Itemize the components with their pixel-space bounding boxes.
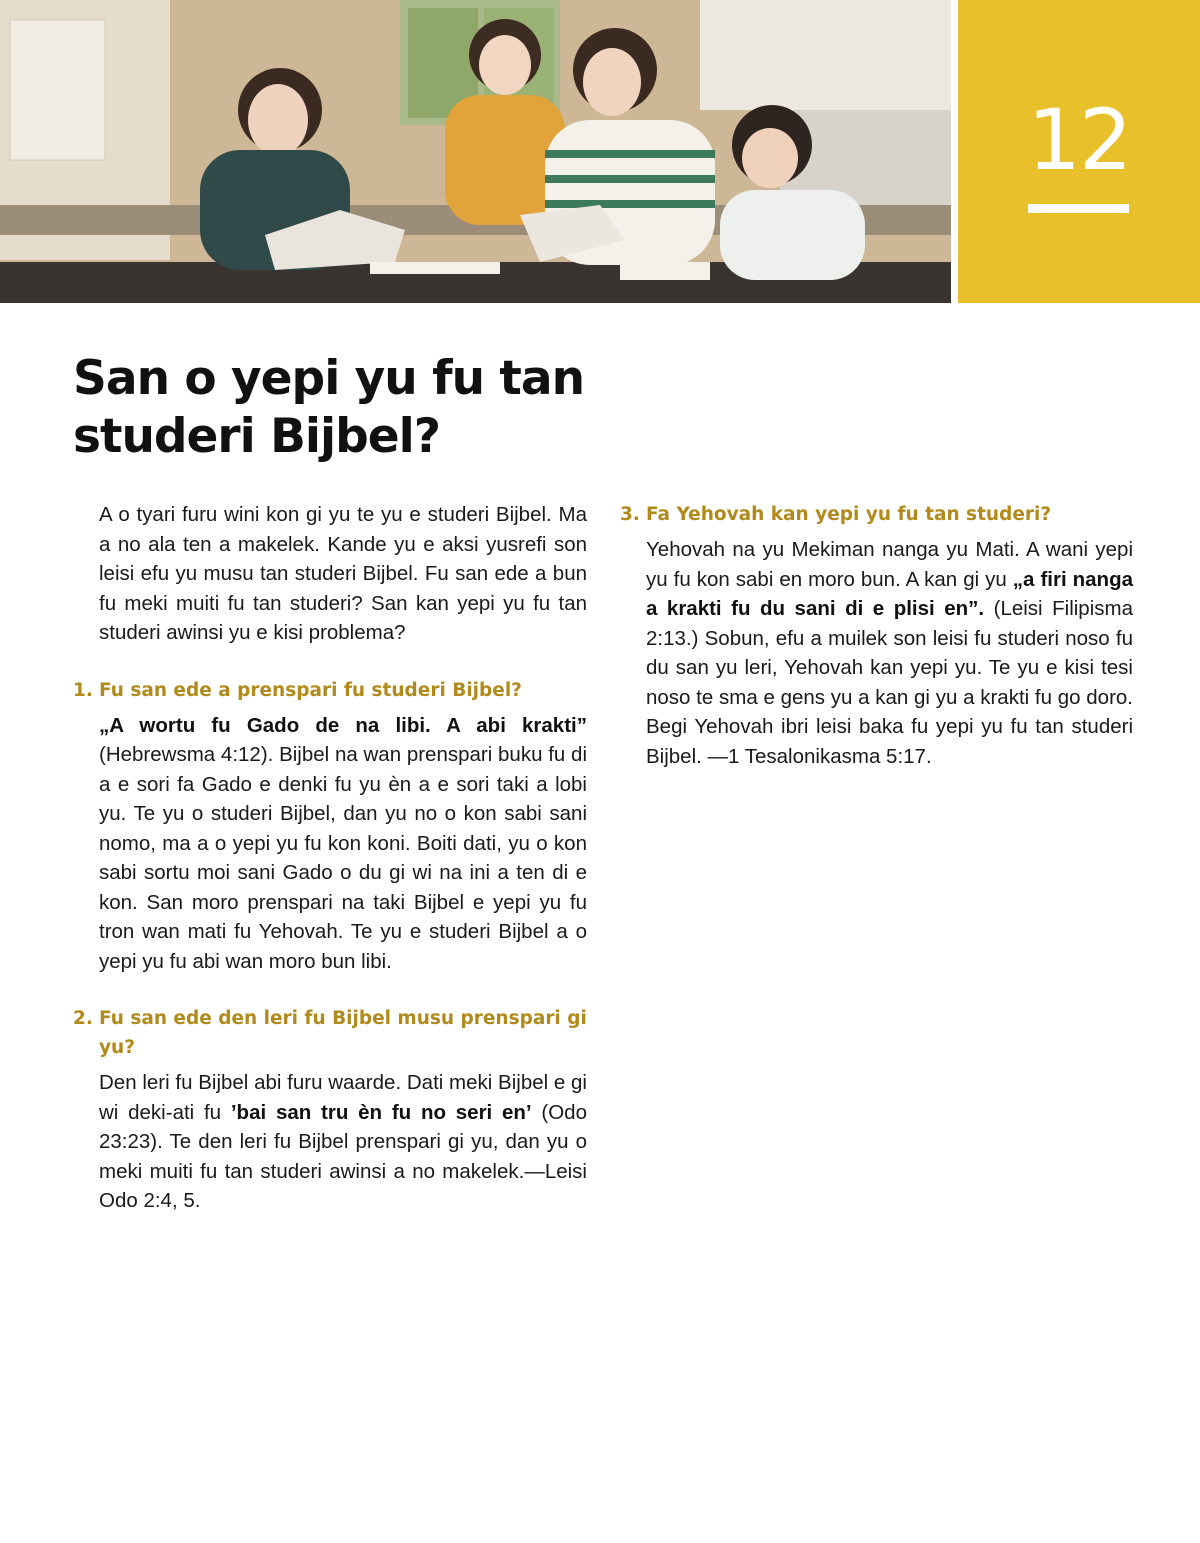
answer-2-quote: ’bai san tru èn fu no seri en’ — [230, 1100, 532, 1124]
lesson-number-underline — [1028, 204, 1129, 213]
question-1-text: Fu san ede a prenspari fu studeri Bijbel? — [99, 679, 522, 701]
answer-1-quote: „A wortu fu Gado de na libi. A abi krakti” — [99, 713, 587, 737]
right-column — [620, 500, 1133, 771]
answer-3-text-before: Yehovah na yu Mekiman nanga yu Mati. A wani yepi yu fu kon sabi en moro bun. A kan gi yu — [646, 538, 1133, 591]
answer-1-paragraph — [99, 711, 587, 977]
answer-2-paragraph — [99, 1068, 587, 1216]
answer-3-paragraph — [646, 535, 1133, 771]
answer-1-text: (Hebrewsma 4:12). Bijbel na wan prenspari buku fu di a e sori fa Gado e denki fu yu èn a e sori taki a lobi yu. Te yu o studeri Bijbel, dan yu no o kon sabi sani nomo, ma a o yepi yu fu kon koni. Boiti dati, yu o kon sabi sortu moi sani Gado o du gi wi na ini a ten di e kon. San moro prenspari na taki Bijbel e yepi yu fu tron wan mati fu Yehovah. Te yu e studeri Bijbel a o yepi yu fu abi wan moro bun libi. — [99, 743, 587, 973]
answer-2-text-before: Den leri fu Bijbel abi furu waarde. Dati meki Bijbel e gi wi deki-ati fu — [99, 1071, 587, 1124]
page-title: San o yepi yu fu tan studeri Bijbel? — [73, 351, 585, 464]
question-1-number: 1. — [73, 679, 93, 701]
intro-paragraph: A o tyari furu wini kon gi yu te yu e studeri Bijbel. Ma a no ala ten a makelek. Kande yu e aksi yusrefi son leisi efu yu musu tan studeri Bijbel. Fu san ede a bun fu meki muiti fu tan studeri? San kan yepi yu fu tan studeri awinsi yu e kisi problema? — [99, 503, 587, 644]
question-3 — [620, 500, 1133, 529]
question-2-number: 2. — [73, 1008, 93, 1029]
lesson-number: 12 — [1027, 91, 1131, 189]
question-2 — [73, 1004, 587, 1062]
question-3-text: Fa Yehovah kan yepi yu fu tan studeri? — [646, 504, 1052, 525]
question-1 — [73, 676, 587, 705]
left-column — [73, 500, 587, 1216]
question-3-number: 3. — [620, 504, 640, 525]
answer-3-text-after: (Leisi Filipisma 2:13.) Sobun, efu a muilek son leisi fu studeri noso fu du san yu leri, Yehovah kan yepi yu. Te yu e kisi tesi noso te sma e gens yu a kan gi yu a krakti fu go doro. Begi Yehovah ibri leisi baka fu yepi yu fu tan studeri Bijbel. —1 Tesalonikasma 5:17. — [646, 597, 1133, 768]
photo-illustration — [0, 0, 951, 303]
family-bible-study-photo — [0, 0, 951, 303]
lesson-number-box — [958, 0, 1200, 303]
answer-2-text-after: (Odo 23:23). Te den leri fu Bijbel prenspari gi yu, dan yu o meki muiti fu tan studeri awinsi a no makelek.—Leisi Odo 2:4, 5. — [99, 1100, 587, 1212]
answer-3-quote: „a firi nanga a krakti fu du sani di e plisi en”. — [646, 567, 1133, 620]
question-2-text: Fu san ede den leri fu Bijbel musu prenspari gi yu? — [99, 1008, 587, 1058]
